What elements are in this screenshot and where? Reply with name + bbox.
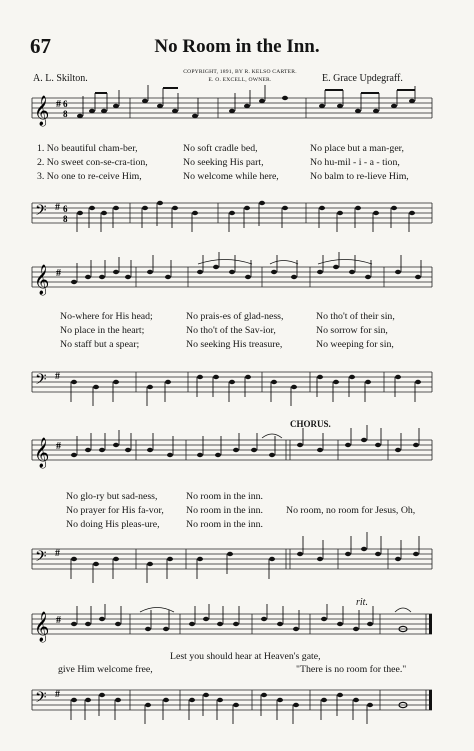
bass-clef-icon: 𝄢 <box>35 371 47 392</box>
svg-text:#: # <box>56 441 61 452</box>
verse3-lyric: No welcome while here, <box>183 171 279 182</box>
treble-clef-icon: 𝄞 <box>34 438 50 468</box>
bass-clef-icon: 𝄢 <box>35 689 47 710</box>
chorus-label: CHORUS. <box>290 419 331 429</box>
svg-text:6: 6 <box>63 204 68 214</box>
verse2-lyric: No room in the inn. <box>186 505 264 516</box>
verse1-lyric: No soft cradle bed, <box>183 143 258 154</box>
verse2-lyric: No hu-mil - i - a - tion, <box>310 157 400 168</box>
bass-staff <box>0 188 474 248</box>
hymn-number: 67 <box>30 34 51 58</box>
copyright-line: COPYRIGHT, 1891, BY R. KELSO CARTER. <box>183 69 297 75</box>
verse3-lyric: 3. No one to re-ceive Him, <box>37 171 142 182</box>
svg-text:#: # <box>55 548 60 559</box>
verse3-lyric: No balm to re-lieve Him, <box>310 171 409 182</box>
verse1-lyric: No tho't of their sin, <box>316 311 395 322</box>
verse1-lyric: No-where for His head; <box>60 311 153 322</box>
verse2-lyric: No prayer for His fa-vor, <box>66 505 164 516</box>
treble-staff <box>0 255 474 315</box>
bass-staff <box>0 352 474 412</box>
verse3-lyric: No weeping for sin, <box>316 339 394 350</box>
svg-text:#: # <box>56 99 61 110</box>
verse3-lyric: No seeking His treasure, <box>186 339 283 350</box>
svg-text:8: 8 <box>63 214 68 224</box>
verse2-lyric: No tho't of the Sav-ior, <box>186 325 276 336</box>
verse1-lyric: No prais-es of glad-ness, <box>186 311 284 322</box>
chorus-lyric: "There is no room for thee." <box>296 664 407 675</box>
treble-clef-icon: 𝄞 <box>34 96 50 126</box>
chorus-lyric: Lest you should hear at Heaven's gate, <box>170 651 321 662</box>
verse3-lyric: No doing His pleas-ure, <box>66 519 160 530</box>
verse1-lyric: No room in the inn. <box>186 491 264 502</box>
lyricist-credit: A. L. Skilton. <box>33 73 88 84</box>
verse3-lyric: No room in the inn. <box>186 519 264 530</box>
verse2-lyric: 2. No sweet con-se-cra-tion, <box>37 157 148 168</box>
treble-clef-icon: 𝄞 <box>34 612 50 642</box>
chorus-lyric: No room, no room for Jesus, Oh, <box>286 505 416 516</box>
composer-credit: E. Grace Updegraff. <box>322 73 403 84</box>
treble-clef-icon: 𝄞 <box>34 265 50 295</box>
svg-text:#: # <box>56 615 61 626</box>
owner-line: E. O. EXCELL, OWNER. <box>208 77 272 83</box>
verse1-lyric: 1. No beautiful cham-ber, <box>37 143 138 154</box>
bass-staff <box>0 532 474 592</box>
copyright-notice <box>150 68 330 84</box>
bass-clef-icon: 𝄢 <box>35 548 47 569</box>
svg-text:8: 8 <box>63 109 68 119</box>
verse1-lyric: No place but a man-ger, <box>310 143 404 154</box>
svg-text:#: # <box>55 202 60 213</box>
verse2-lyric: No seeking His part, <box>183 157 264 168</box>
verse2-lyric: No place in the heart; <box>60 325 145 336</box>
ritardando-label: rit. <box>356 597 368 608</box>
treble-staff <box>0 88 474 148</box>
fermata-icon <box>395 608 411 612</box>
svg-text:#: # <box>55 689 60 700</box>
svg-text:6: 6 <box>63 99 68 109</box>
bass-staff <box>0 678 474 738</box>
bass-clef-icon: 𝄢 <box>35 202 47 223</box>
svg-text:#: # <box>55 371 60 382</box>
verse2-lyric: No sorrow for sin, <box>316 325 388 336</box>
verse3-lyric: No staff but a spear; <box>60 339 140 350</box>
fermata-icon <box>262 434 282 438</box>
hymn-title: No Room in the Inn. <box>154 36 320 57</box>
treble-staff <box>0 428 474 488</box>
verse1-lyric: No glo-ry but sad-ness, <box>66 491 158 502</box>
chorus-lyric: give Him welcome free, <box>58 664 153 675</box>
svg-text:#: # <box>56 268 61 279</box>
